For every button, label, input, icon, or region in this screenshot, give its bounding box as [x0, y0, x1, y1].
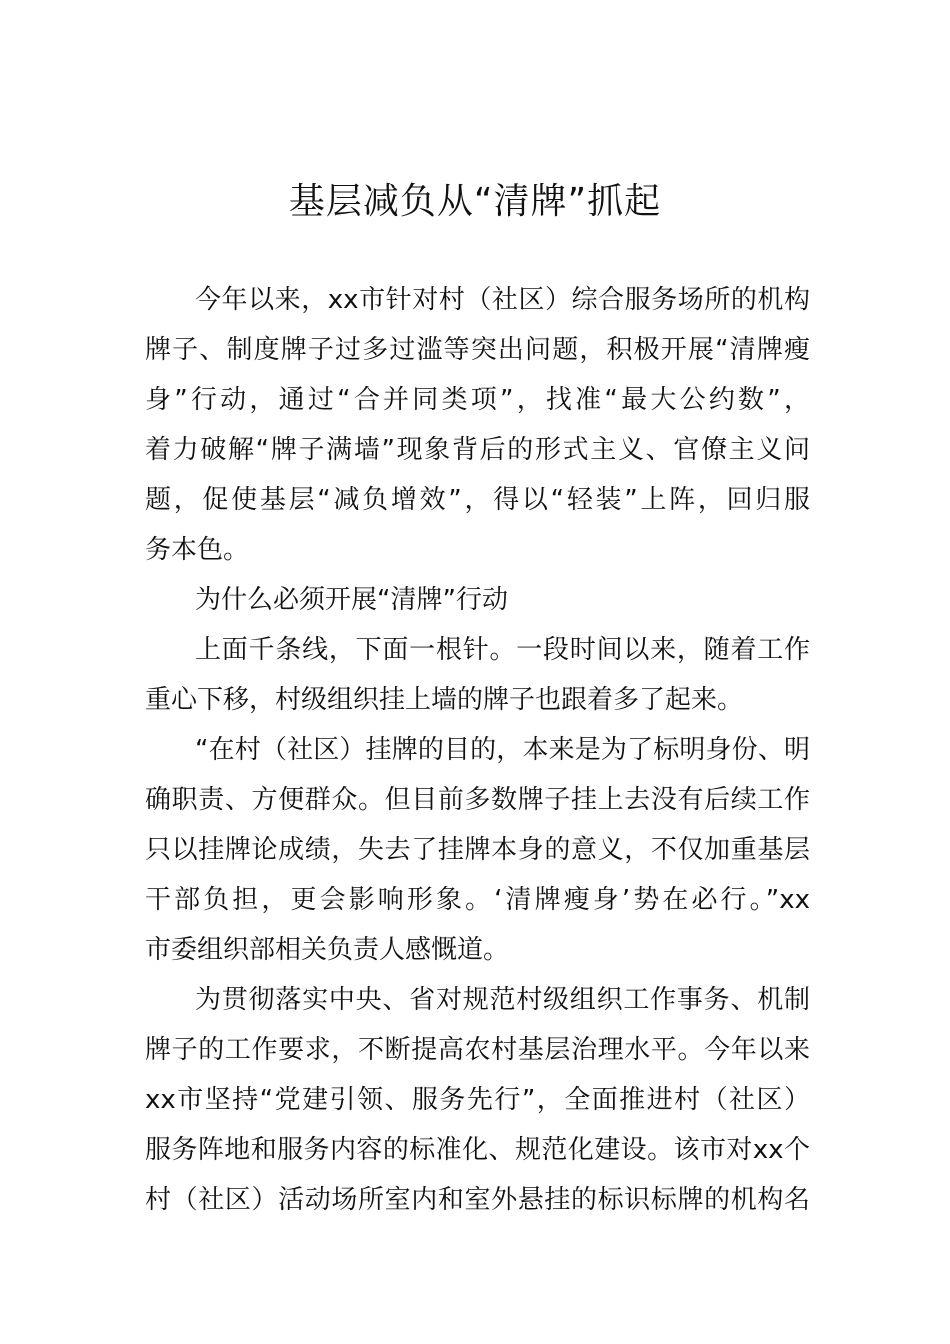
section-heading: 为什么必须开展“清牌”行动 — [195, 585, 508, 615]
paragraph-line: 村（社区）活动场所室内和室外悬挂的标识标牌的机构名 — [145, 1185, 810, 1215]
paragraph-line: 上面千条线，下面一根针。一段时间以来，随着工作 — [195, 635, 810, 665]
paragraph-line: 重心下移，村级组织挂上墙的牌子也跟着多了起来。 — [145, 685, 744, 715]
paragraph-line: 牌子、制度牌子过多过滥等突出问题，积极开展“清牌瘦 — [145, 335, 810, 365]
paragraph-line: 确职责、方便群众。但目前多数牌子挂上去没有后续工作 — [145, 785, 810, 815]
paragraph-line: 只以挂牌论成绩，失去了挂牌本身的意义，不仅加重基层 — [145, 835, 810, 865]
paragraph-line: “在村（社区）挂牌的目的，本来是为了标明身份、明 — [195, 735, 810, 765]
paragraph-line: 题，促使基层“减负增效”，得以“轻装”上阵，回归服 — [145, 485, 810, 515]
paragraph-line: xx市坚持“党建引领、服务先行”，全面推进村（社区） — [145, 1085, 810, 1115]
paragraph-line: 身”行动，通过“合并同类项”，找准“最大公约数”， — [145, 385, 810, 415]
document-title: 基层减负从“清牌”抓起 — [288, 181, 662, 222]
paragraph-line: 干部负担，更会影响形象。‘清牌瘦身’势在必行。”xx — [145, 885, 810, 915]
paragraph-line: 牌子的工作要求，不断提高农村基层治理水平。今年以来 — [145, 1035, 810, 1065]
paragraph-line: 今年以来，xx市针对村（社区）综合服务场所的机构 — [195, 285, 810, 315]
paragraph-line: 为贯彻落实中央、省对规范村级组织工作事务、机制 — [195, 985, 810, 1015]
paragraph-line: 市委组织部相关负责人感慨道。 — [145, 935, 510, 965]
paragraph-line: 务本色。 — [145, 535, 250, 565]
paragraph-line: 着力破解“牌子满墙”现象背后的形式主义、官僚主义问 — [145, 435, 810, 465]
paragraph-line: 服务阵地和服务内容的标准化、规范化建设。该市对xx个 — [145, 1135, 810, 1165]
